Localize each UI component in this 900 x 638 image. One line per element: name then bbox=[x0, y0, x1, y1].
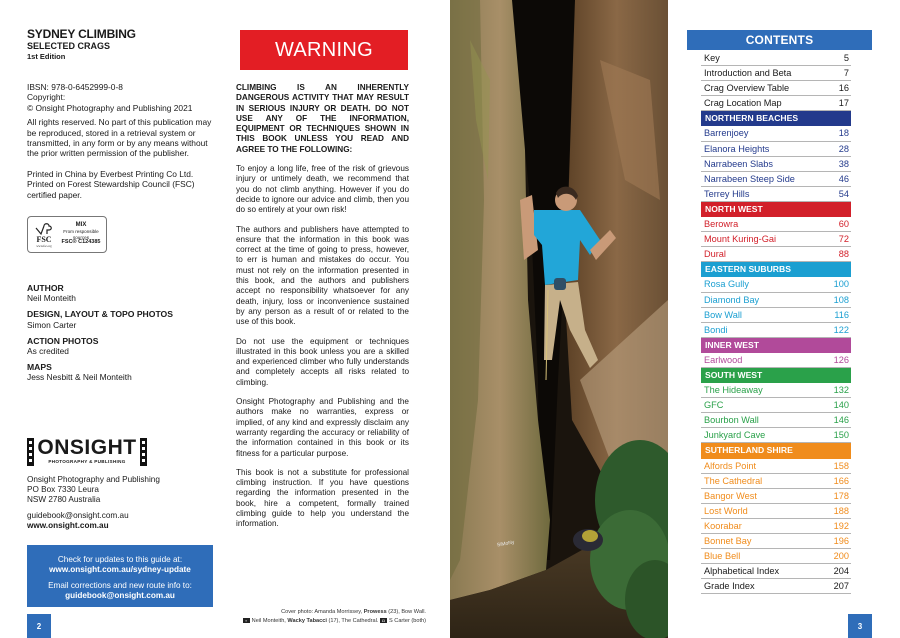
contents-entry-page: 126 bbox=[833, 354, 849, 365]
caption-route: Prowess bbox=[363, 609, 387, 615]
page-number-right: 3 bbox=[848, 614, 872, 638]
contents-entry-label: Koorabar bbox=[704, 520, 742, 531]
warning-paragraph: Do not use the equipment or techniques illustrated in this book unless you are a skilled and experienced climber who fully understands and completely accepts all risks related to climbing. bbox=[236, 336, 409, 387]
contents-entry-label: Bow Wall bbox=[704, 309, 742, 320]
contents-entry[interactable] bbox=[701, 413, 851, 428]
contents-section-header: EASTERN SUBURBS bbox=[701, 262, 851, 277]
copyright-line: © Onsight Photography and Publishing 2021 bbox=[27, 102, 193, 113]
contents-entry-page: 150 bbox=[833, 430, 849, 441]
contents-entry-label: Crag Location Map bbox=[704, 98, 782, 109]
corrections-email-link[interactable]: guidebook@onsight.com.au bbox=[65, 591, 175, 600]
contents-entry-label: Diamond Bay bbox=[704, 294, 760, 305]
climber-photo-image bbox=[450, 0, 668, 638]
contents-entry-label: Bangor West bbox=[704, 490, 757, 501]
warning-lead: CLIMBING IS AN INHERENTLY DANGEROUS ACTIVITY THAT MAY RESULT IN SERIOUS INJURY OR DEATH. DO NOT USE ANY OF THE INFORMATION, EQUIPMENT OR TECHNIQUES SHOWN IN THIS BOOK UNLESS YOU READ AND AGREE TO THE FOLLOWING: bbox=[236, 83, 409, 154]
contents-section-header: SOUTH WEST bbox=[701, 368, 851, 383]
contents-entry[interactable] bbox=[701, 474, 851, 489]
caption-line-1 bbox=[236, 608, 426, 617]
warning-paragraph: The authors and publishers have attempted to ensure that the information in this book was correct at the time of going to press, however, to err is human and mistakes do occur. You must not rely on the information presented in this book, and the authors and publishers accept no responsibility whatsoever for any death, injury, loss or inconvenience sustained by any person as a result of or related to the use of this book. bbox=[236, 224, 409, 327]
contents-entry-page: 146 bbox=[833, 415, 849, 426]
contents-entry-label: GFC bbox=[704, 400, 724, 411]
caption-text: Neil Monteith, bbox=[251, 617, 288, 624]
book-subtitle: SELECTED CRAGS bbox=[27, 41, 111, 51]
contents-entry[interactable] bbox=[701, 293, 851, 308]
warning-paragraph: To enjoy a long life, free of the risk of grievous injury or untimely death, we recommend that you do not climb anything. However if you do decide to ignore our advice and climb, then you do so entirely at your own risk! bbox=[236, 164, 409, 215]
book-title: SYDNEY CLIMBING bbox=[27, 27, 136, 41]
credit-value: As credited bbox=[27, 346, 69, 357]
publisher-address bbox=[27, 475, 217, 531]
contents-entry[interactable] bbox=[701, 489, 851, 504]
warning-paragraph: Onsight Photography and Publishing and the authors make no warranties, express or implied, of any kind and expressly disclaim any warranty regarding the accuracy or reliability of the information contained in this book or its fitness for a particular purpose. bbox=[236, 397, 409, 458]
book-edition: 1st Edition bbox=[27, 52, 66, 61]
contents-entry-label: Bonnet Bay bbox=[704, 536, 752, 546]
contents-entry-page: 192 bbox=[833, 520, 849, 531]
corrections-text: Email corrections and new route info to: bbox=[48, 581, 192, 590]
fsc-tree-mark bbox=[32, 222, 56, 248]
contents-entry[interactable] bbox=[701, 579, 851, 594]
contents-entry-page: 158 bbox=[833, 460, 849, 471]
contents-entry-label: Crag Overview Table bbox=[704, 83, 790, 94]
contents-entry-label: Lost World bbox=[704, 505, 748, 516]
contents-entry-page: 196 bbox=[833, 536, 849, 546]
warning-paragraph: This book is not a substitute for professional climbing instruction. If you have questions regarding the information presented in the book, hire a competent, formally trained climbing guide to help you understand the information. bbox=[236, 467, 409, 529]
contents-entry[interactable] bbox=[701, 217, 851, 232]
contents-entry-label: Mount Kuring-Gai bbox=[704, 234, 777, 245]
contents-entry-label: Berowra bbox=[704, 219, 739, 230]
contents-entry[interactable] bbox=[701, 549, 851, 564]
contents-entry-page: 18 bbox=[838, 128, 849, 139]
contents-entry-label: Alphabetical Index bbox=[704, 566, 780, 577]
contents-entry[interactable] bbox=[701, 504, 851, 519]
credit-action-photos bbox=[27, 336, 217, 356]
contents-entry[interactable] bbox=[701, 187, 851, 202]
warning-heading: WARNING bbox=[240, 30, 408, 70]
isbn: IBSN: 978-0-6452999-0-8 bbox=[27, 82, 123, 92]
contents-entry[interactable] bbox=[701, 459, 851, 474]
contents-entry-page: 207 bbox=[833, 581, 849, 592]
contents-entry[interactable] bbox=[701, 81, 851, 96]
page-number-left: 2 bbox=[27, 614, 51, 638]
credit-heading: DESIGN, LAYOUT & TOPO PHOTOS bbox=[27, 309, 173, 320]
contents-entry[interactable] bbox=[701, 96, 851, 111]
contents-entry-page: 38 bbox=[838, 158, 849, 169]
contents-entry-page: 7 bbox=[843, 68, 849, 79]
contents-entry-label: Earlwood bbox=[704, 354, 743, 365]
update-link[interactable]: www.onsight.com.au/sydney-update bbox=[49, 565, 191, 574]
contents-entry-page: 122 bbox=[833, 324, 849, 335]
logo-tagline: PHOTOGRAPHY & PUBLISHING bbox=[48, 459, 126, 464]
fsc-text bbox=[60, 223, 102, 245]
address-line: PO Box 7330 Leura bbox=[27, 485, 99, 494]
caption-text: (23), Bow Wall. bbox=[386, 609, 426, 615]
fsc-logo bbox=[27, 216, 107, 253]
copyright-label: Copyright: bbox=[27, 92, 66, 103]
update-text: Check for updates to this guide at: bbox=[57, 555, 183, 564]
photo-inset-icon: ▪ bbox=[243, 618, 250, 623]
contents-entry-page: 108 bbox=[833, 294, 849, 305]
contents-entry-label: Alfords Point bbox=[704, 460, 757, 471]
contents-entry[interactable] bbox=[701, 142, 851, 157]
contents-entry-label: Barrenjoey bbox=[704, 128, 749, 139]
contents-entry-page: 140 bbox=[833, 400, 849, 411]
tree-icon bbox=[35, 222, 53, 236]
contents-entry[interactable] bbox=[701, 353, 851, 368]
rights-text: All rights reserved. No part of this publication may be reproduced, stored in a retrieval system or transmitted, in any form or by any means without the prior written permission of the publisher. bbox=[27, 117, 212, 159]
contents-entry-page: 200 bbox=[833, 551, 849, 562]
contents-section-header: NORTH WEST bbox=[701, 202, 851, 217]
contents-entry-page: 188 bbox=[833, 505, 849, 516]
contents-entry-label: Junkyard Cave bbox=[704, 430, 766, 441]
credit-value: Jess Nesbitt & Neil Monteith bbox=[27, 372, 132, 383]
contents-entry[interactable] bbox=[701, 323, 851, 338]
contents-list bbox=[701, 51, 851, 594]
contents-entry-label: Terrey Hills bbox=[704, 188, 750, 199]
contents-entry-page: 5 bbox=[843, 53, 849, 63]
contents-entry-label: Rosa Gully bbox=[704, 279, 749, 290]
contents-entry-page: 204 bbox=[833, 566, 849, 577]
contents-entry[interactable] bbox=[701, 428, 851, 443]
credit-value: Neil Monteith bbox=[27, 293, 76, 304]
contents-section-header: INNER WEST bbox=[701, 338, 851, 353]
contents-entry-label: The Hideaway bbox=[704, 385, 763, 396]
contents-entry[interactable] bbox=[701, 383, 851, 398]
contents-entry-page: 132 bbox=[833, 385, 849, 396]
caption-route: Wacky Tabacci bbox=[287, 617, 327, 624]
fsc-mix: MIX bbox=[75, 222, 87, 229]
caption-text: Cover photo: Amanda Morrissey, bbox=[281, 609, 364, 615]
contents-heading: CONTENTS bbox=[687, 30, 872, 50]
photo-caption bbox=[236, 608, 426, 625]
contents-entry-page: 116 bbox=[834, 309, 849, 320]
fsc-code: FSC® C124385 bbox=[61, 239, 101, 246]
contents-entry[interactable] bbox=[701, 564, 851, 579]
fsc-brand: FSC bbox=[36, 234, 52, 244]
contents-entry-page: 72 bbox=[838, 234, 849, 245]
credit-maps bbox=[27, 362, 217, 382]
contents-entry-page: 100 bbox=[833, 279, 849, 290]
contents-section-header: NORTHERN BEACHES bbox=[701, 111, 851, 126]
caption-credit: S Carter (both) bbox=[389, 617, 426, 624]
contents-entry[interactable] bbox=[701, 247, 851, 262]
update-info-box bbox=[27, 545, 213, 607]
contents-entry-label: The Cathedral bbox=[704, 475, 763, 486]
contents-entry[interactable] bbox=[701, 157, 851, 172]
contents-entry-label: Elanora Heights bbox=[704, 143, 770, 154]
contents-entry[interactable] bbox=[701, 398, 851, 413]
camera-icon: ◘ bbox=[380, 618, 387, 623]
contents-entry-label: Introduction and Beta bbox=[704, 68, 792, 79]
contents-entry-page: 46 bbox=[838, 173, 849, 184]
contents-entry[interactable] bbox=[701, 277, 851, 292]
contents-entry-label: Blue Bell bbox=[704, 551, 741, 562]
contents-entry[interactable] bbox=[701, 126, 851, 141]
contents-entry[interactable] bbox=[701, 534, 851, 549]
contents-entry[interactable] bbox=[701, 519, 851, 534]
contents-entry-page: 54 bbox=[838, 188, 849, 199]
caption-text: (17), The Cathedral. bbox=[326, 617, 379, 624]
fsc-sources: From responsible sources bbox=[63, 228, 99, 240]
caption-line-2 bbox=[236, 617, 426, 626]
onsight-logo bbox=[27, 437, 147, 467]
printed-line-2: Printed on Forest Stewardship Council (FSC) certified paper. bbox=[27, 179, 195, 200]
contents-entry-page: 166 bbox=[833, 475, 849, 486]
contents-entry-page: 17 bbox=[838, 98, 849, 109]
contents-section-header: SUTHERLAND SHIRE bbox=[701, 443, 851, 458]
contents-entry-page: 178 bbox=[833, 490, 849, 501]
publisher-website[interactable]: www.onsight.com.au bbox=[27, 521, 109, 530]
contents-entry[interactable] bbox=[701, 232, 851, 247]
credit-heading: ACTION PHOTOS bbox=[27, 335, 99, 346]
climbing-photo bbox=[450, 0, 668, 638]
contents-entry-label: Key bbox=[704, 53, 720, 63]
contents-entry-label: Dural bbox=[704, 249, 726, 260]
contents-entry-page: 28 bbox=[838, 143, 849, 154]
address-line: NSW 2780 Australia bbox=[27, 495, 101, 504]
fsc-url: www.fsc.org bbox=[36, 243, 52, 248]
contents-entry[interactable] bbox=[701, 172, 851, 187]
contents-entry[interactable] bbox=[701, 51, 851, 66]
address-line: Onsight Photography and Publishing bbox=[27, 475, 160, 484]
contents-entry-label: Narrabeen Slabs bbox=[704, 158, 773, 169]
credit-author bbox=[27, 283, 217, 303]
photo-signature: SiMoNy bbox=[496, 539, 515, 549]
credit-heading: AUTHOR bbox=[27, 283, 64, 293]
warning-text bbox=[236, 83, 409, 539]
contents-entry-label: Bondi bbox=[704, 324, 728, 335]
credit-value: Simon Carter bbox=[27, 319, 77, 330]
contents-entry-page: 60 bbox=[838, 219, 849, 230]
contents-entry-label: Narrabeen Steep Side bbox=[704, 173, 795, 184]
contents-entry-page: 88 bbox=[838, 249, 849, 260]
imprint-column bbox=[27, 28, 217, 200]
contents-entry-label: Grade Index bbox=[704, 581, 755, 592]
credits bbox=[27, 283, 217, 389]
logo-name: ONSIGHT bbox=[37, 436, 137, 459]
contents-entry[interactable] bbox=[701, 308, 851, 323]
contents-entry-label: Bourbon Wall bbox=[704, 415, 759, 426]
credit-heading: MAPS bbox=[27, 362, 52, 373]
credit-design bbox=[27, 309, 217, 329]
contents-entry[interactable] bbox=[701, 66, 851, 81]
contents-entry-page: 16 bbox=[838, 83, 849, 94]
printed-line-1: Printed in China by Everbest Printing Co Ltd. bbox=[27, 168, 194, 179]
publisher-email[interactable]: guidebook@onsight.com.au bbox=[27, 511, 129, 520]
